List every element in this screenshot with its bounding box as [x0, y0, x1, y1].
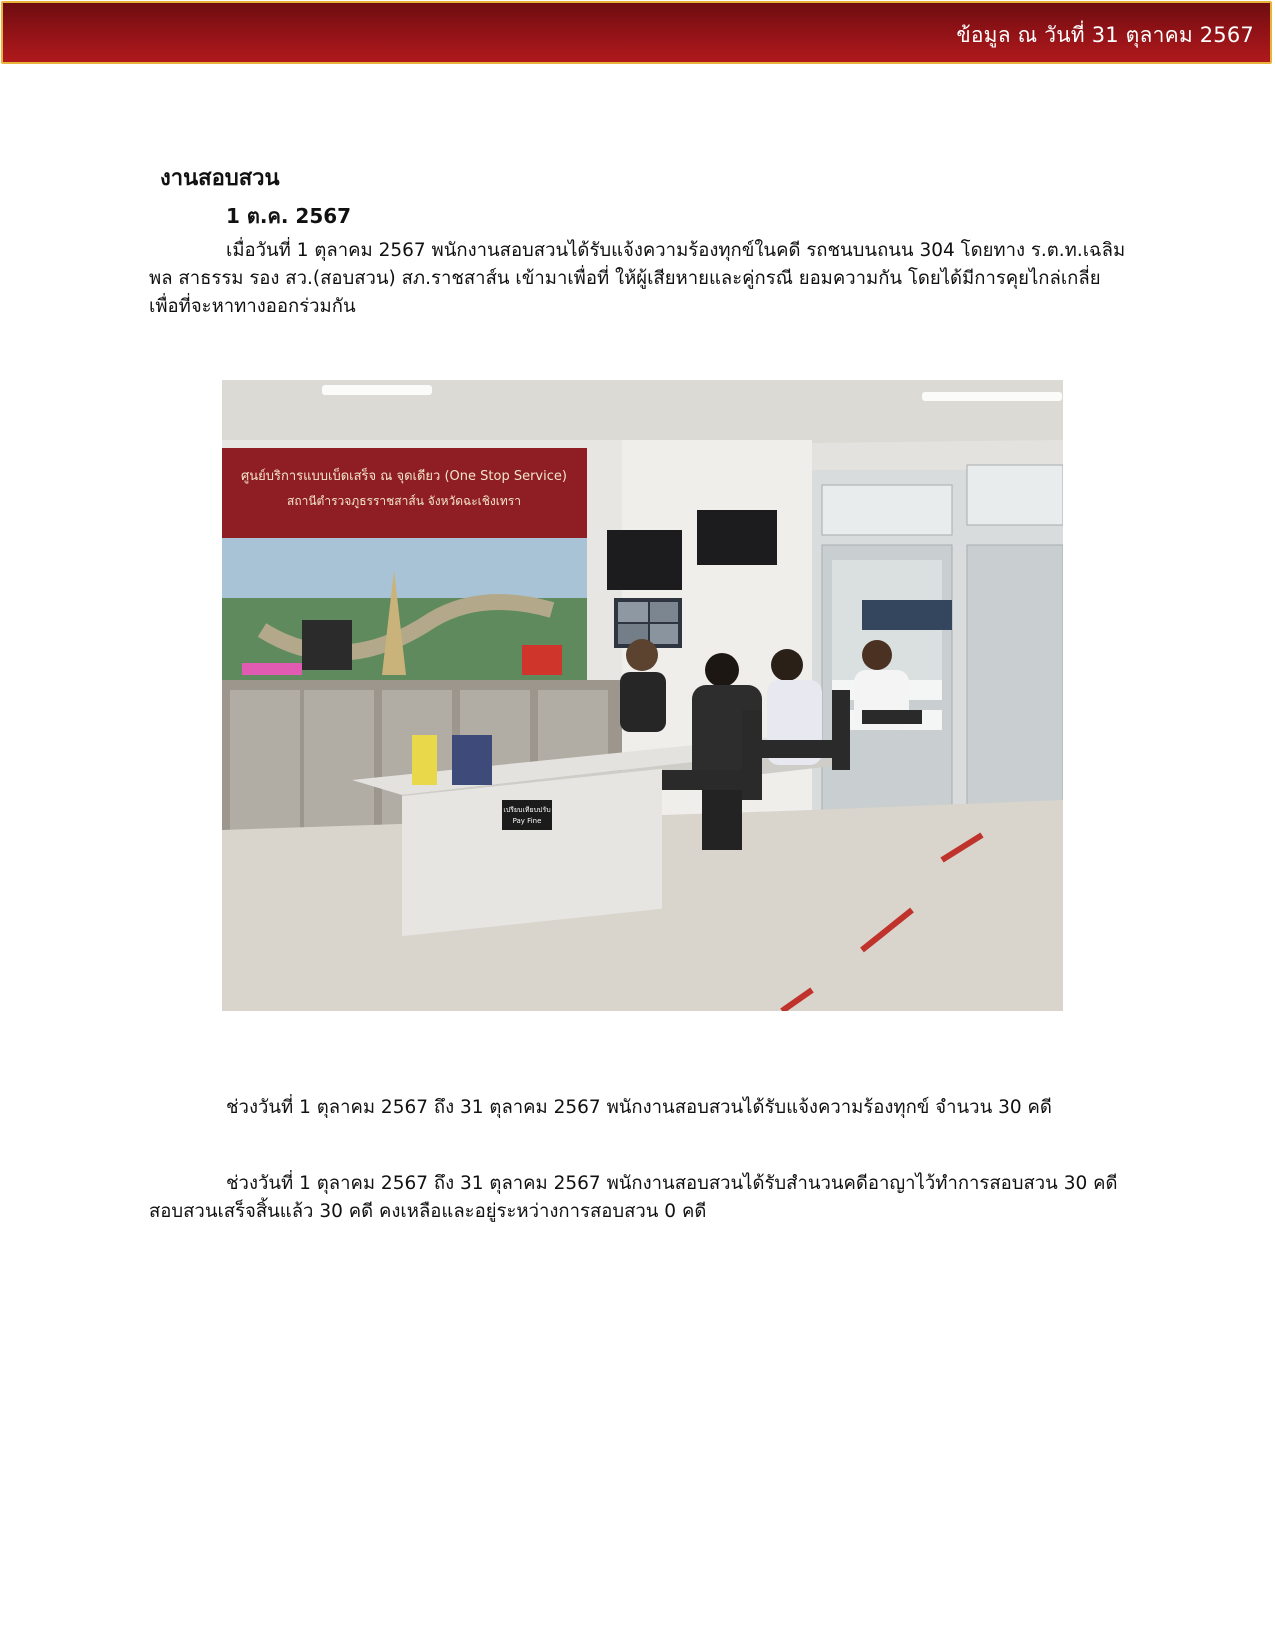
date-heading: 1 ต.ค. 2567: [226, 204, 352, 228]
tv-screen-right: [697, 510, 777, 565]
summary-cases-text: ช่วงวันที่ 1 ตุลาคม 2567 ถึง 31 ตุลาคม 2567 พนักงานสอบสวนได้รับสำนวนคดีอาญาไว้ทำการสอบสวน 30 คดี สอบสวนเสร็จสิ้นแล้ว 30 คดี คงเหลือและอยู่ระหว่างการสอบสวน 0 คดี: [149, 1173, 1118, 1222]
summary-cases: [149, 1170, 1127, 1226]
desk-sign: [502, 800, 552, 830]
incident-text: เมื่อวันที่ 1 ตุลาคม 2567 พนักงานสอบสวนได้รับแจ้งความร้องทุกข์ในคดี รถชนบนถนน 304 โดยทาง ร.ต.ท.เฉลิมพล สาธรรม รอง สว.(สอบสวน) สภ.ราชสาส์น เข้ามาเพื่อที่ ให้ผู้เสียหายและคู่กรณี ยอมความกัน โดยได้มีการคุยไกล่เกลี่ย เพื่อที่จะหาทางออกร่วมกัน: [149, 240, 1126, 317]
tv-screen-left: [607, 530, 682, 590]
banner-line-1: ศูนย์บริการแบบเบ็ดเสร็จ ณ จุดเดียว (One Stop Service): [241, 469, 567, 484]
section-title: งานสอบสวน: [160, 166, 280, 191]
desk-sign-line-1: เปรียบเทียบปรับ: [503, 806, 551, 814]
banner-line-2: สถานีตำรวจภูธรราชสาส์น จังหวัดฉะเชิงเทรา: [287, 494, 521, 508]
header-banner: [1, 1, 1272, 64]
incident-paragraph: [149, 237, 1127, 321]
desk-sign-line-2: Pay Fine: [512, 817, 542, 825]
summary-complaints: [149, 1094, 1127, 1122]
summary-complaints-text: ช่วงวันที่ 1 ตุลาคม 2567 ถึง 31 ตุลาคม 2567 พนักงานสอบสวนได้รับแจ้งความร้องทุกข์ จำนวน 30 คดี: [226, 1097, 1052, 1118]
investigation-photo: [222, 380, 1063, 1011]
banner-red-band: [222, 448, 587, 538]
data-date-label: ข้อมูล ณ วันที่ 31 ตุลาคม 2567: [956, 23, 1254, 47]
